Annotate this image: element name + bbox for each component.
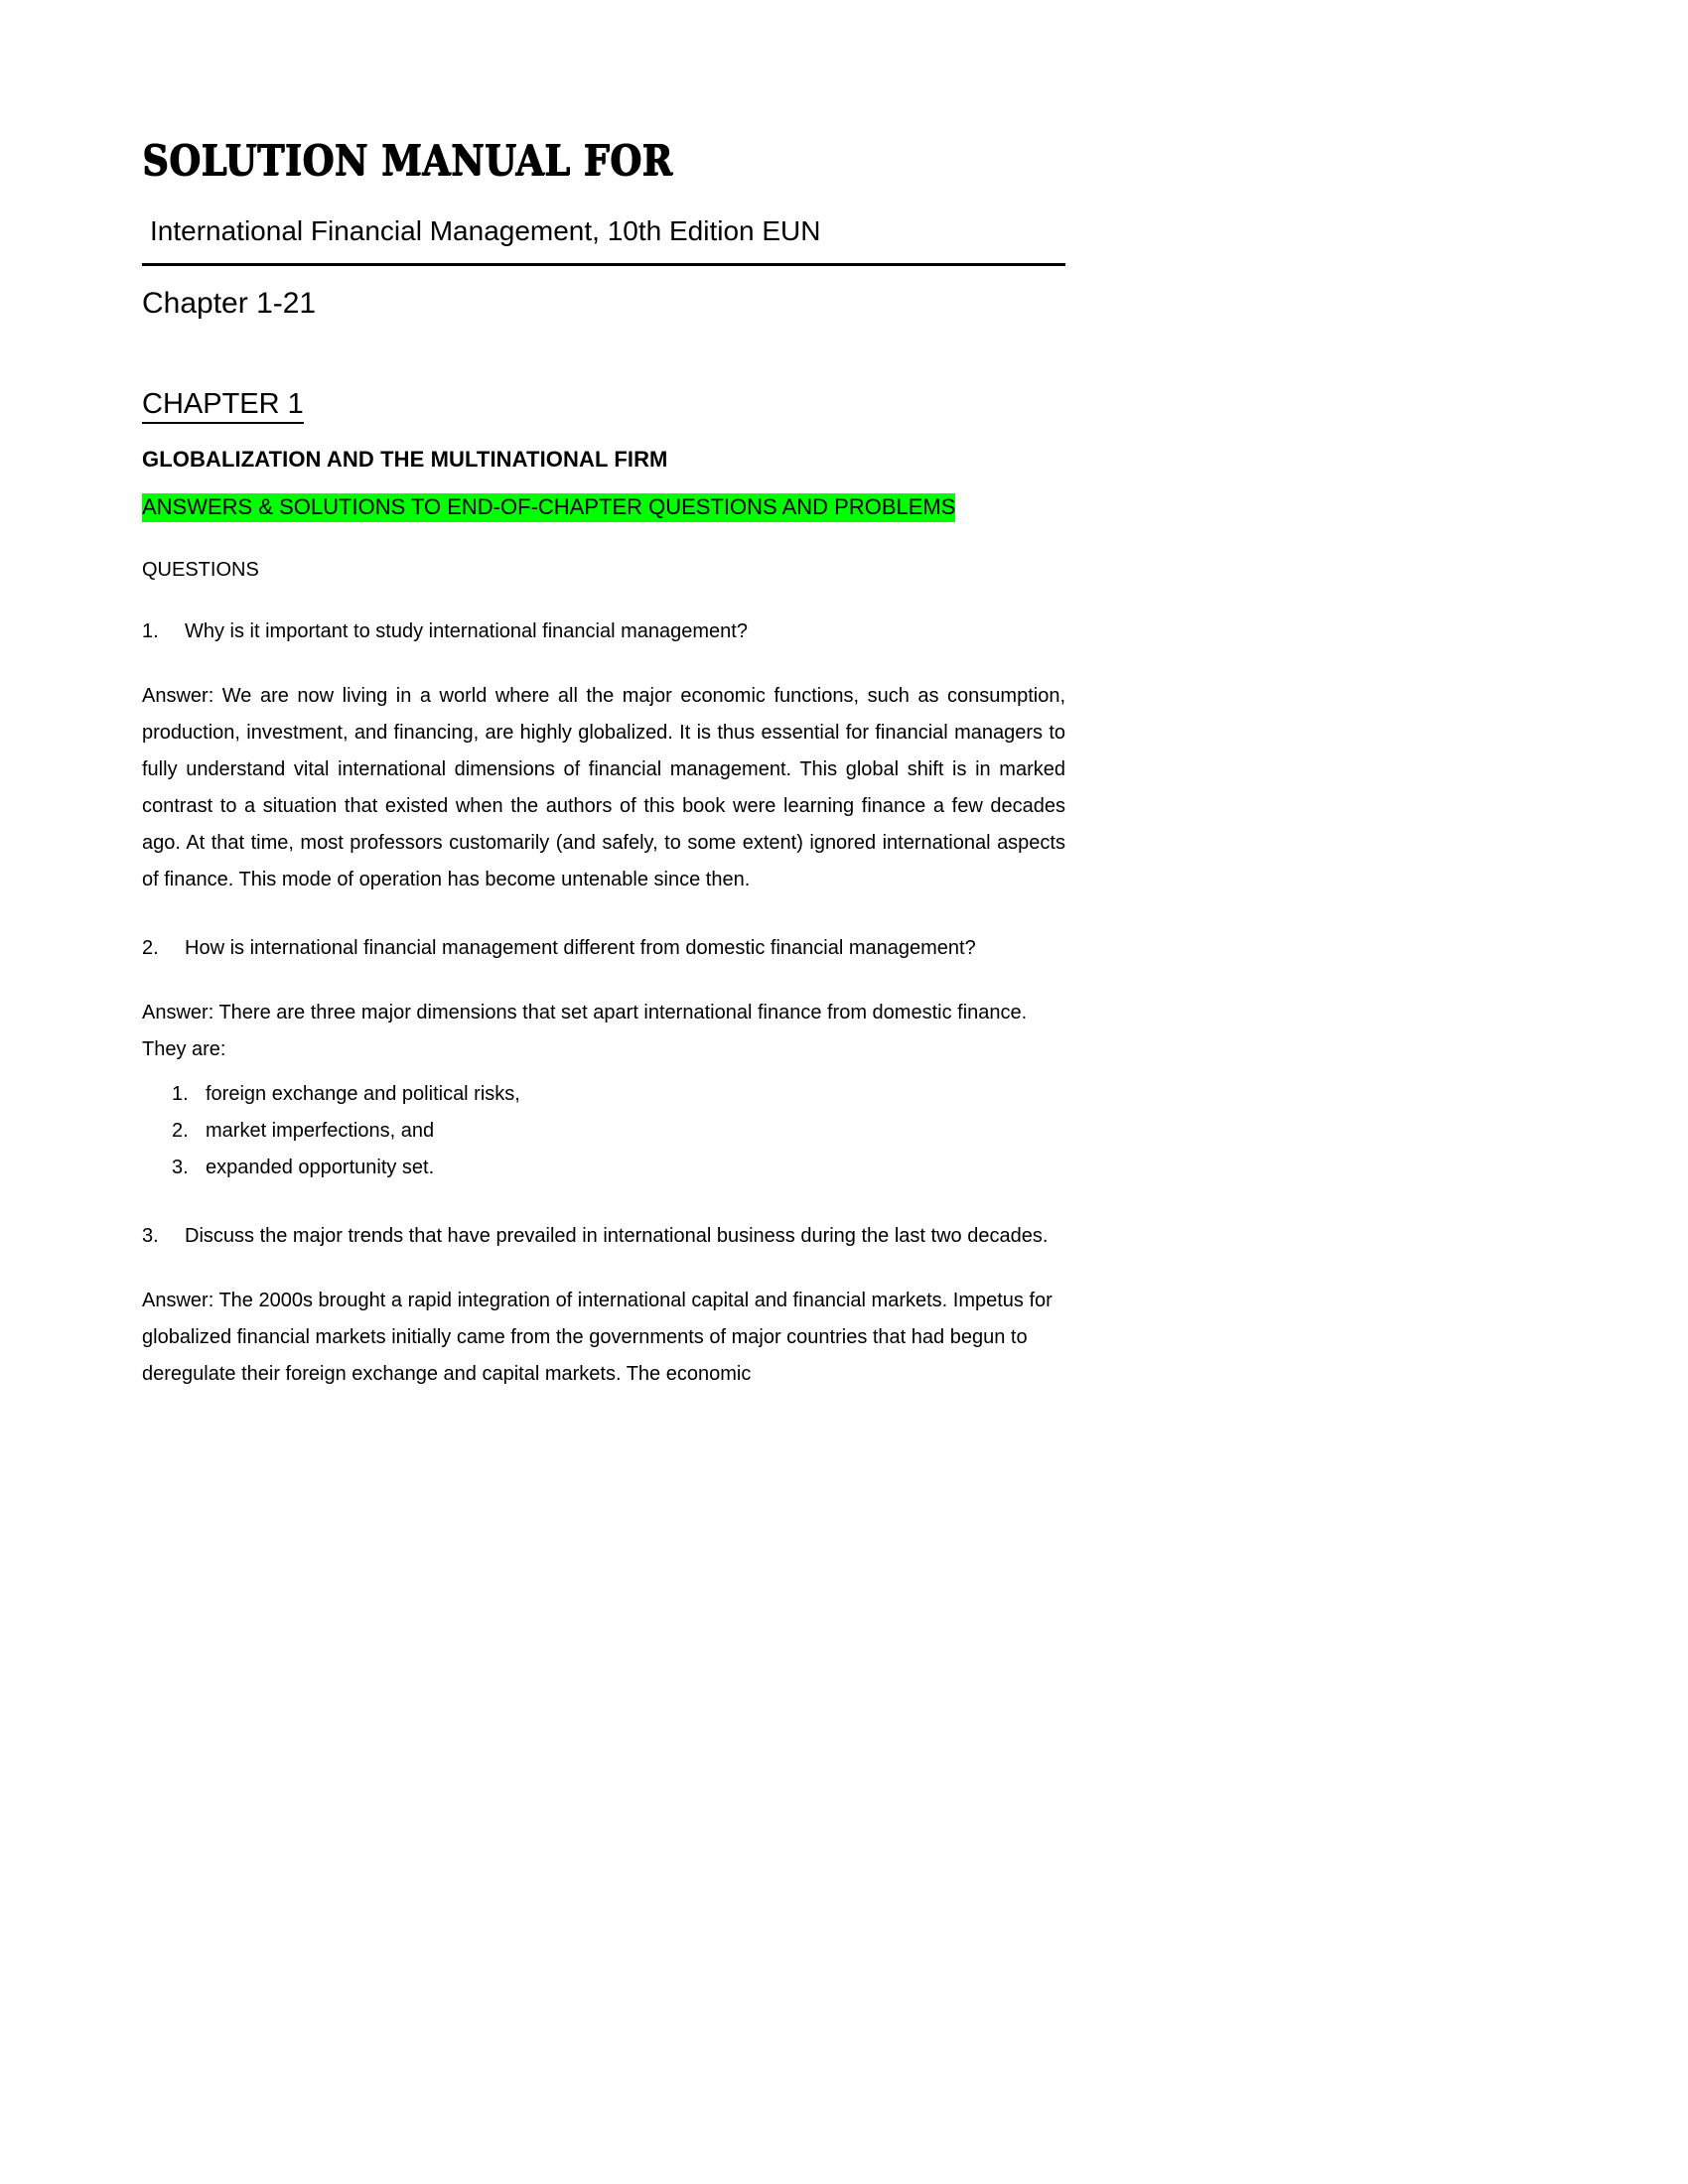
list-item-label: expanded opportunity set.	[206, 1157, 435, 1179]
question-item	[142, 582, 1065, 650]
answer-sublist	[142, 1068, 1065, 1186]
chapter-subject-heading: GLOBALIZATION AND THE MULTINATIONAL FIRM	[142, 447, 668, 473]
document-content	[142, 0, 1065, 1393]
list-item-number: 1.	[172, 1083, 189, 1106]
question-number: 3.	[142, 1225, 159, 1248]
list-item-number: 3.	[172, 1157, 189, 1179]
answer-paragraph: Answer: The 2000s brought a rapid integration of international capital and financial markets. Impetus for globalized financial markets initially came from the governments of major countries that had begun to deregulate their foreign exchange and capital markets. The economic	[142, 1290, 1053, 1386]
chapter-heading	[142, 322, 1065, 422]
question-item	[142, 898, 1065, 967]
question-number: 1.	[142, 620, 159, 643]
list-item	[142, 1076, 1065, 1113]
list-item	[142, 1150, 1065, 1186]
question-text: Why is it important to study international financial management?	[185, 620, 748, 643]
question-text: Discuss the major trends that have prevailed in international business during the last two decades.	[185, 1225, 1049, 1248]
chapter-range-label: Chapter 1-21	[142, 286, 317, 320]
highlighted-banner	[142, 474, 1065, 521]
list-item-number: 2.	[172, 1120, 189, 1143]
list-item	[142, 1113, 1065, 1150]
questions-section-label: QUESTIONS	[142, 559, 259, 582]
page-title: SOLUTION MANUAL FOR	[142, 136, 673, 185]
list-item-label: foreign exchange and political risks,	[206, 1083, 520, 1106]
list-item-label: market imperfections, and	[206, 1120, 435, 1143]
question-item	[142, 1186, 1065, 1255]
document-subtitle: International Financial Management, 10th Edition EUN	[150, 215, 821, 247]
question-text: How is international financial management different from domestic financial management?	[185, 937, 976, 960]
answer-paragraph: Answer: There are three major dimensions that set apart international finance from domestic finance. They are:	[142, 1002, 1028, 1061]
chapter-heading-text: CHAPTER 1	[142, 388, 304, 424]
header-divider	[142, 263, 1065, 266]
highlighted-text: ANSWERS & SOLUTIONS TO END-OF-CHAPTER QUESTIONS AND PROBLEMS	[142, 493, 955, 522]
answer-paragraph: Answer: We are now living in a world where all the major economic functions, such as consumption, production, investment, and financing, are highly globalized. It is thus essential for financial managers to fully understand vital international dimensions of financial management. This global shift is in marked contrast to a situation that existed when the authors of this book were learning finance a few decades ago. At that time, most professors customarily (and safely, to some extent) ignored international aspects of finance. This mode of operation has become untenable since then.	[142, 685, 1065, 891]
question-number: 2.	[142, 937, 159, 960]
